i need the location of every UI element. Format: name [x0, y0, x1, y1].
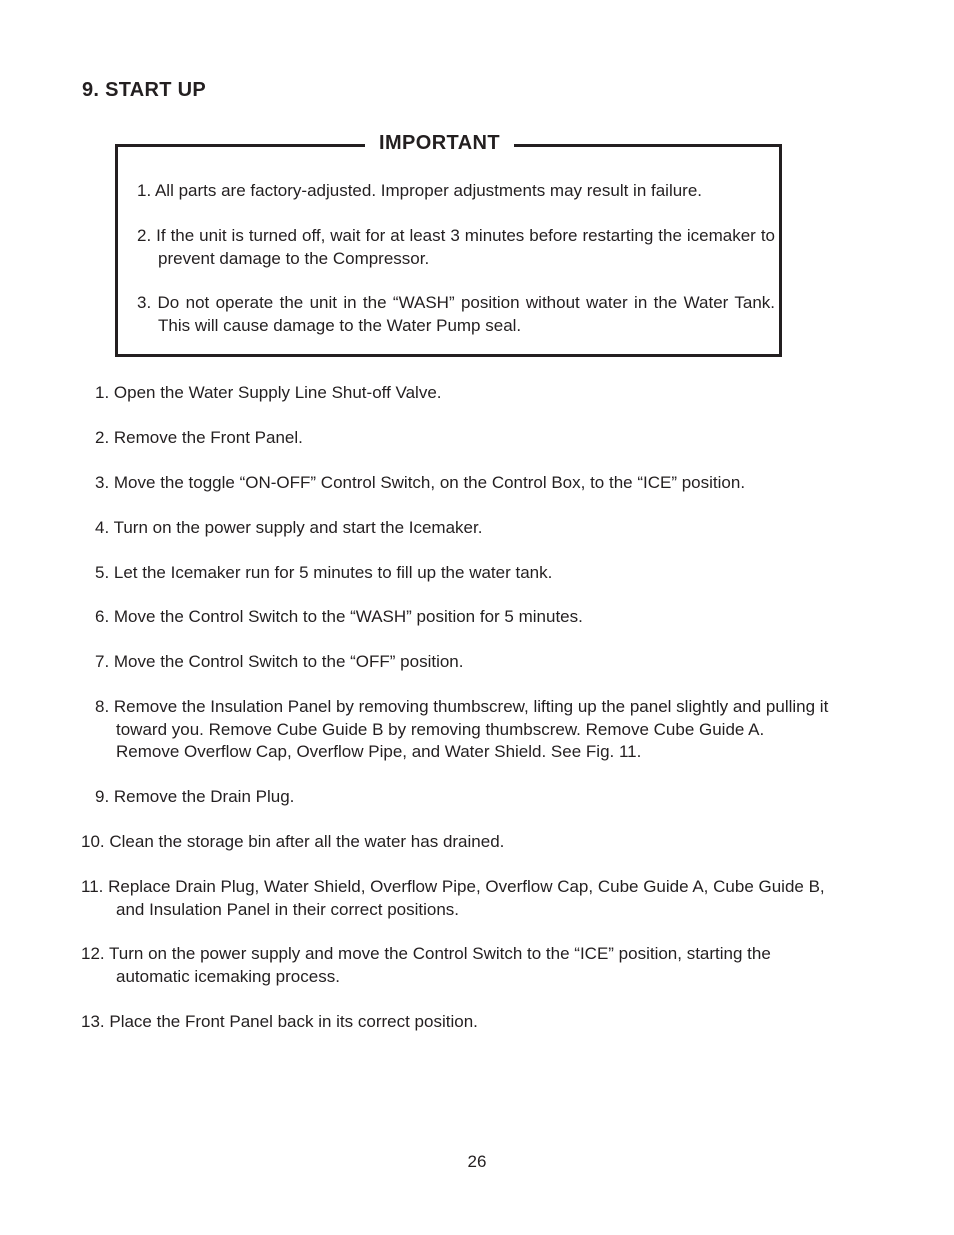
step-8: 8. Remove the Insulation Panel by removing thumbscrew, lifting up the panel slightly and pulling it toward you. Remove Cube Guide B by removing thumbscrew. Remove Cube Guide A. Remove Overflow Cap, Overflow Pipe, and Water Shield. See Fig. 11.: [95, 697, 829, 761]
step-11: 11. Replace Drain Plug, Water Shield, Overflow Pipe, Overflow Cap, Cube Guide A, Cube Guide B, and Insulation Panel in their correct positions.: [81, 877, 825, 919]
important-item-2: 2. If the unit is turned off, wait for at least 3 minutes before restarting the icemaker to prevent damage to the Compressor.: [137, 226, 775, 268]
step-6: 6. Move the Control Switch to the “WASH” position for 5 minutes.: [95, 607, 583, 626]
page-number: 26: [467, 1152, 487, 1171]
step-3: 3. Move the toggle “ON-OFF” Control Switch, on the Control Box, to the “ICE” position.: [95, 473, 746, 492]
step-12: 12. Turn on the power supply and move the Control Switch to the “ICE” position, starting the automatic icemaking process.: [81, 944, 771, 986]
step-1: 1. Open the Water Supply Line Shut-off Valve.: [95, 383, 442, 402]
step-10: 10. Clean the storage bin after all the water has drained.: [81, 832, 505, 851]
step-13: 13. Place the Front Panel back in its correct position.: [81, 1012, 478, 1031]
step-2: 2. Remove the Front Panel.: [95, 428, 303, 447]
step-7: 7. Move the Control Switch to the “OFF” position.: [95, 652, 464, 671]
important-item-3: 3. Do not operate the unit in the “WASH” position without water in the Water Tank. This will cause damage to the Water Pump seal.: [137, 293, 775, 335]
step-5: 5. Let the Icemaker run for 5 minutes to fill up the water tank.: [95, 563, 553, 582]
important-item-1: 1. All parts are factory-adjusted. Improper adjustments may result in failure.: [137, 181, 703, 200]
step-4: 4. Turn on the power supply and start the Icemaker.: [95, 518, 483, 537]
section-title: 9. START UP: [82, 79, 207, 101]
important-title: IMPORTANT: [365, 132, 514, 155]
step-9: 9. Remove the Drain Plug.: [95, 787, 295, 806]
